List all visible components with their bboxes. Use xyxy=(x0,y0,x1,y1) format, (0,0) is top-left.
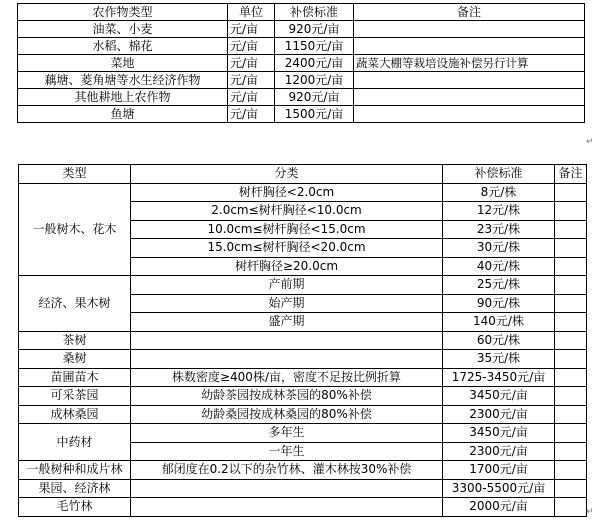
standard-cell: 23元/株 xyxy=(443,220,555,239)
table-row xyxy=(19,479,587,498)
paragraph-mark-icon: ↵ xyxy=(586,507,594,517)
note-cell xyxy=(555,350,587,369)
header-category: 分类 xyxy=(131,165,443,184)
standard-cell: 3450元/亩 xyxy=(443,387,555,406)
type-cell: 经济、果木树 xyxy=(19,276,131,332)
standard-cell: 2300元/亩 xyxy=(443,442,555,461)
category-cell: 15.0cm≤树杆胸径<20.0cm xyxy=(131,239,443,258)
paragraph-mark-icon: ↵ xyxy=(586,137,594,147)
header-standard: 补偿标准 xyxy=(443,165,555,184)
category-cell xyxy=(131,350,443,369)
table-row xyxy=(19,461,587,480)
table-row xyxy=(19,424,587,443)
unit-cell: 元/亩 xyxy=(228,72,275,89)
header-standard: 补偿标准 xyxy=(275,4,354,21)
note-cell xyxy=(555,202,587,221)
category-cell: 盛产期 xyxy=(131,313,443,332)
category-cell: 郁闭度在0.2以下的杂竹林、灌木林按30%补偿 xyxy=(131,461,443,480)
table-header-row xyxy=(18,4,585,21)
standard-cell: 1150元/亩 xyxy=(275,38,354,55)
note-cell xyxy=(354,89,585,106)
crop-compensation-table xyxy=(17,3,585,123)
note-cell: 蔬菜大棚等栽培设施补偿另行计算 xyxy=(354,55,585,72)
unit-cell: 元/亩 xyxy=(228,89,275,106)
note-cell xyxy=(354,21,585,38)
standard-cell: 920元/亩 xyxy=(275,89,354,106)
category-cell: 产前期 xyxy=(131,276,443,295)
crop-cell: 菜地 xyxy=(18,55,228,72)
header-type: 类型 xyxy=(19,165,131,184)
crop-cell: 油菜、小麦 xyxy=(18,21,228,38)
category-cell xyxy=(131,479,443,498)
standard-cell: 60元/株 xyxy=(443,331,555,350)
note-cell xyxy=(354,72,585,89)
type-cell: 成林桑园 xyxy=(19,405,131,424)
standard-cell: 30元/株 xyxy=(443,239,555,258)
note-cell xyxy=(555,461,587,480)
type-cell: 苗圃苗木 xyxy=(19,368,131,387)
table-row xyxy=(18,38,585,55)
note-cell xyxy=(555,239,587,258)
table-row xyxy=(19,368,587,387)
note-cell xyxy=(555,257,587,276)
note-cell xyxy=(555,498,587,517)
category-cell xyxy=(131,498,443,517)
table-row xyxy=(19,405,587,424)
category-cell: 10.0cm≤树杆胸径<15.0cm xyxy=(131,220,443,239)
type-cell: 中药材 xyxy=(19,424,131,461)
standard-cell: 12元/株 xyxy=(443,202,555,221)
table-row xyxy=(19,331,587,350)
category-cell: 幼龄茶园按成林茶园的80%补偿 xyxy=(131,387,443,406)
crop-cell: 其他耕地上农作物 xyxy=(18,89,228,106)
table-row xyxy=(19,387,587,406)
standard-cell: 35元/株 xyxy=(443,350,555,369)
category-cell: 树杆胸径<2.0cm xyxy=(131,183,443,202)
category-cell: 一年生 xyxy=(131,442,443,461)
standard-cell: 40元/株 xyxy=(443,257,555,276)
standard-cell: 1200元/亩 xyxy=(275,72,354,89)
table-row xyxy=(18,72,585,89)
table-header-row xyxy=(19,165,587,184)
category-cell: 2.0cm≤树杆胸径<10.0cm xyxy=(131,202,443,221)
note-cell xyxy=(354,106,585,123)
standard-cell: 90元/株 xyxy=(443,294,555,313)
type-cell: 一般树种和成片林 xyxy=(19,461,131,480)
note-cell xyxy=(354,38,585,55)
standard-cell: 3300-5500元/亩 xyxy=(443,479,555,498)
category-cell: 始产期 xyxy=(131,294,443,313)
table-row xyxy=(19,498,587,517)
note-cell xyxy=(555,183,587,202)
table-row xyxy=(19,183,587,202)
category-cell: 多年生 xyxy=(131,424,443,443)
type-cell: 果园、经济林 xyxy=(19,479,131,498)
crop-cell: 藕塘、菱角塘等水生经济作物 xyxy=(18,72,228,89)
category-cell xyxy=(131,331,443,350)
note-cell xyxy=(555,368,587,387)
unit-cell: 元/亩 xyxy=(228,38,275,55)
standard-cell: 140元/株 xyxy=(443,313,555,332)
note-cell xyxy=(555,479,587,498)
crop-cell: 水稻、棉花 xyxy=(18,38,228,55)
crop-cell: 鱼塘 xyxy=(18,106,228,123)
standard-cell: 2300元/亩 xyxy=(443,405,555,424)
standard-cell: 920元/亩 xyxy=(275,21,354,38)
category-cell: 幼龄桑园按成林桑园的80%补偿 xyxy=(131,405,443,424)
note-cell xyxy=(555,424,587,443)
note-cell xyxy=(555,442,587,461)
note-cell xyxy=(555,276,587,295)
type-cell: 可采茶园 xyxy=(19,387,131,406)
note-cell xyxy=(555,405,587,424)
standard-cell: 8元/株 xyxy=(443,183,555,202)
header-note: 备注 xyxy=(354,4,585,21)
table-row xyxy=(19,276,587,295)
unit-cell: 元/亩 xyxy=(228,106,275,123)
standard-cell: 3450元/亩 xyxy=(443,424,555,443)
unit-cell: 元/亩 xyxy=(228,21,275,38)
note-cell xyxy=(555,387,587,406)
note-cell xyxy=(555,294,587,313)
type-cell: 茶树 xyxy=(19,331,131,350)
standard-cell: 2000元/亩 xyxy=(443,498,555,517)
standard-cell: 1700元/亩 xyxy=(443,461,555,480)
header-note: 备注 xyxy=(555,165,587,184)
table-row xyxy=(18,89,585,106)
type-cell: 毛竹林 xyxy=(19,498,131,517)
type-cell: 一般树木、花木 xyxy=(19,183,131,276)
standard-cell: 2400元/亩 xyxy=(275,55,354,72)
note-cell xyxy=(555,331,587,350)
header-crop-type: 农作物类型 xyxy=(18,4,228,21)
unit-cell: 元/亩 xyxy=(228,55,275,72)
table-row xyxy=(18,106,585,123)
standard-cell: 25元/株 xyxy=(443,276,555,295)
standard-cell: 1500元/亩 xyxy=(275,106,354,123)
table-row xyxy=(18,21,585,38)
standard-cell: 1725-3450元/亩 xyxy=(443,368,555,387)
header-unit: 单位 xyxy=(228,4,275,21)
tree-compensation-table xyxy=(18,164,587,517)
category-cell: 株数密度≥400株/亩，密度不足按比例折算 xyxy=(131,368,443,387)
note-cell xyxy=(555,220,587,239)
table-row xyxy=(19,350,587,369)
category-cell: 树杆胸径≥20.0cm xyxy=(131,257,443,276)
note-cell xyxy=(555,313,587,332)
table-row xyxy=(18,55,585,72)
type-cell: 桑树 xyxy=(19,350,131,369)
